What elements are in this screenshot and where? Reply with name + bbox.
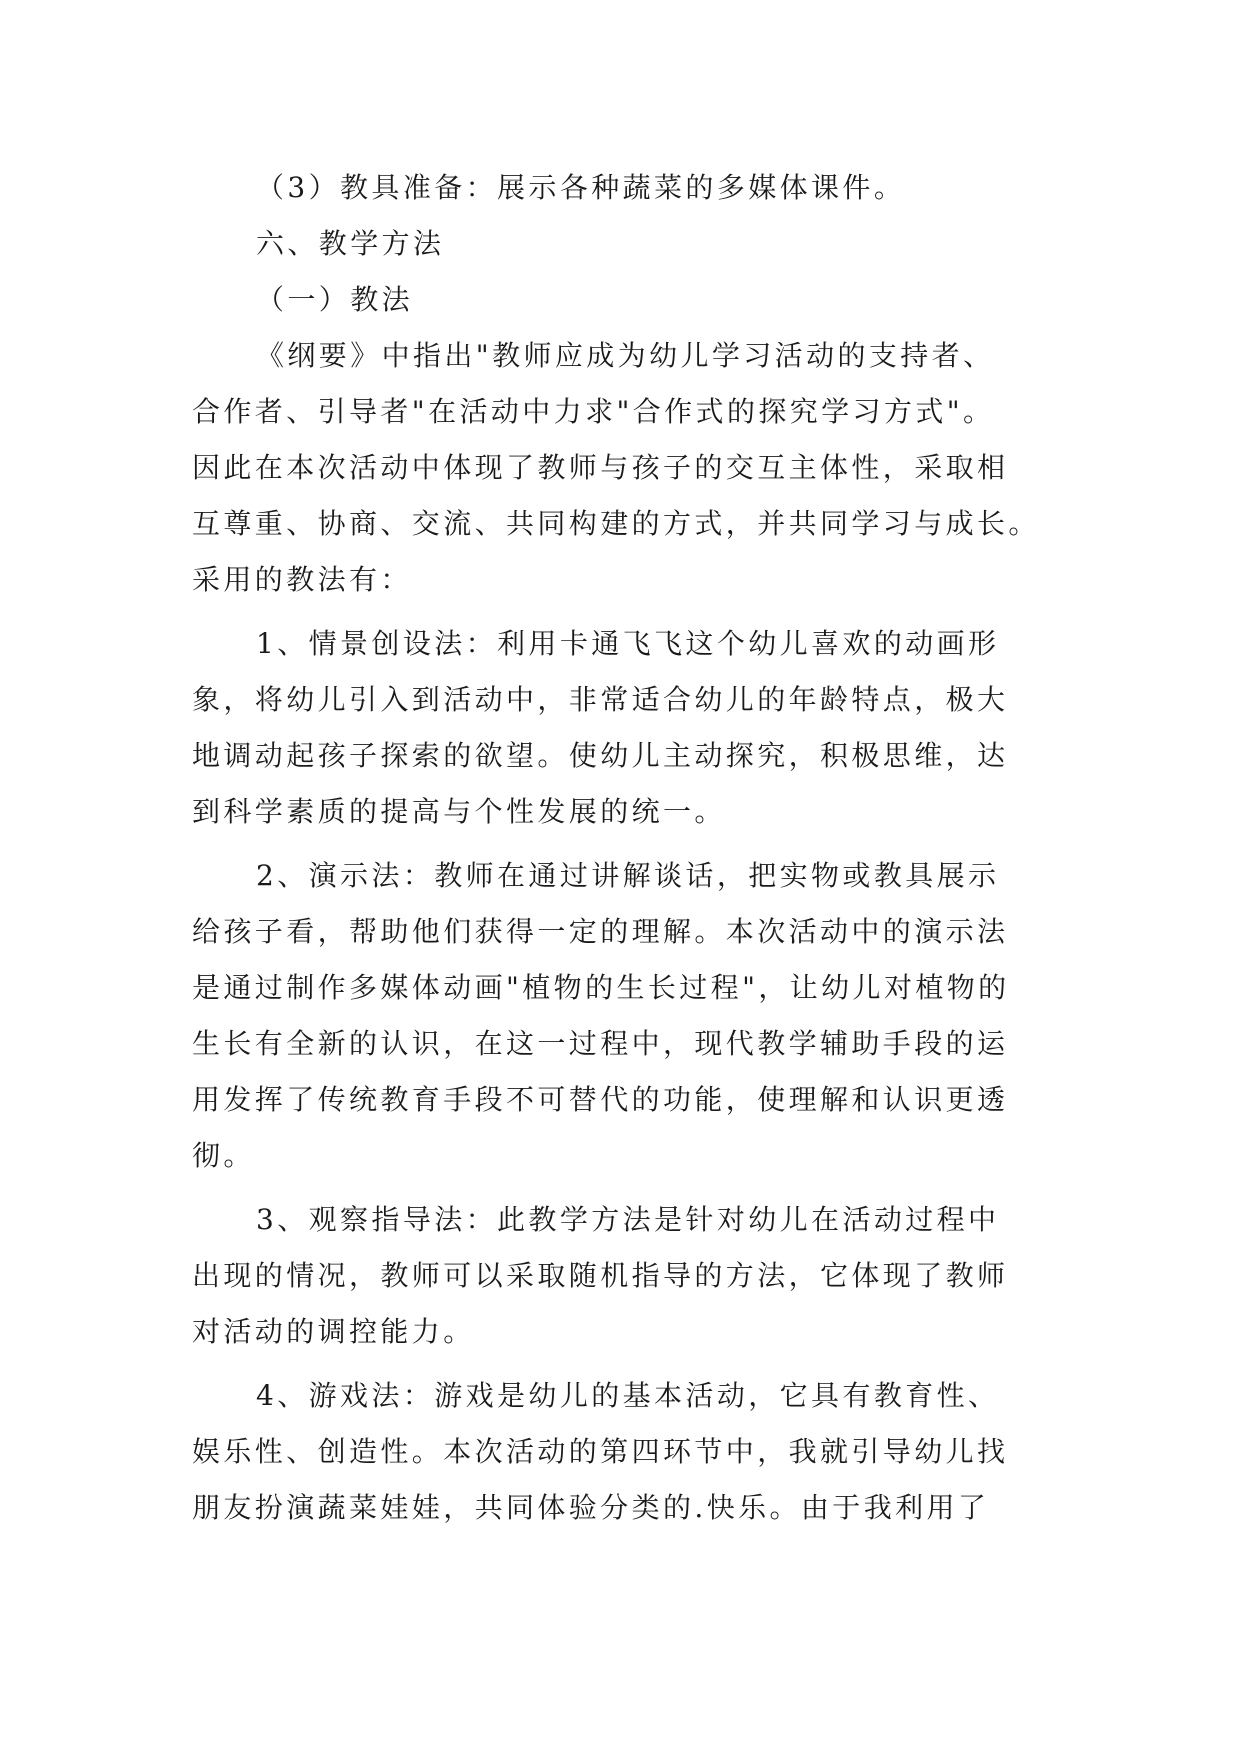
method-1-line: 象，将幼儿引入到活动中，非常适合幼儿的年龄特点，极大 xyxy=(192,683,1009,716)
method-4-line: 娱乐性、创造性。本次活动的第四环节中，我就引导幼儿找 xyxy=(192,1435,1009,1468)
paragraph-line: 合作者、引导者"在活动中力求"合作式的探究学习方式"。 xyxy=(192,395,995,428)
method-3-line: 3、观察指导法：此教学方法是针对幼儿在活动过程中 xyxy=(256,1203,1000,1236)
section-heading-teaching-methods: 六、教学方法 xyxy=(256,227,445,260)
method-1-line: 到科学素质的提高与个性发展的统一。 xyxy=(192,795,726,828)
document-body xyxy=(192,160,1048,1536)
method-1-line: 地调动起孩子探索的欲望。使幼儿主动探究，积极思维，达 xyxy=(192,739,1009,772)
method-2-line: 用发挥了传统教育手段不可替代的功能，使理解和认识更透 xyxy=(192,1083,1009,1116)
paragraph-line: 因此在本次活动中体现了教师与孩子的交互主体性，采取相 xyxy=(192,451,1009,484)
teaching-aids-line: （3）教具准备：展示各种蔬菜的多媒体课件。 xyxy=(256,171,906,204)
method-1-line: 1、情景创设法：利用卡通飞飞这个幼儿喜欢的动画形 xyxy=(256,627,1000,660)
paragraph-line: 互尊重、协商、交流、共同构建的方式，并共同学习与成长。 xyxy=(192,507,1040,540)
paragraph-line: 采用的教法有： xyxy=(192,563,412,596)
method-4-line: 4、游戏法：游戏是幼儿的基本活动，它具有教育性、 xyxy=(256,1379,1000,1412)
method-3-line: 出现的情况，教师可以采取随机指导的方法，它体现了教师 xyxy=(192,1259,1009,1292)
method-2-line: 是通过制作多媒体动画"植物的生长过程"，让幼儿对植物的 xyxy=(192,971,1010,1004)
method-2-line: 生长有全新的认识，在这一过程中，现代教学辅助手段的运 xyxy=(192,1027,1009,1060)
method-2-line: 给孩子看，帮助他们获得一定的理解。本次活动中的演示法 xyxy=(192,915,1009,948)
method-4-line: 朋友扮演蔬菜娃娃，共同体验分类的.快乐。由于我利用了 xyxy=(192,1491,990,1524)
method-2-line: 彻。 xyxy=(192,1139,255,1172)
method-2-line: 2、演示法：教师在通过讲解谈话，把实物或教具展示 xyxy=(256,859,1000,892)
method-3-line: 对活动的调控能力。 xyxy=(192,1315,475,1348)
subsection-heading-teaching-method: （一）教法 xyxy=(256,283,414,316)
paragraph-line: 《纲要》中指出"教师应成为幼儿学习活动的支持者、 xyxy=(256,339,995,372)
